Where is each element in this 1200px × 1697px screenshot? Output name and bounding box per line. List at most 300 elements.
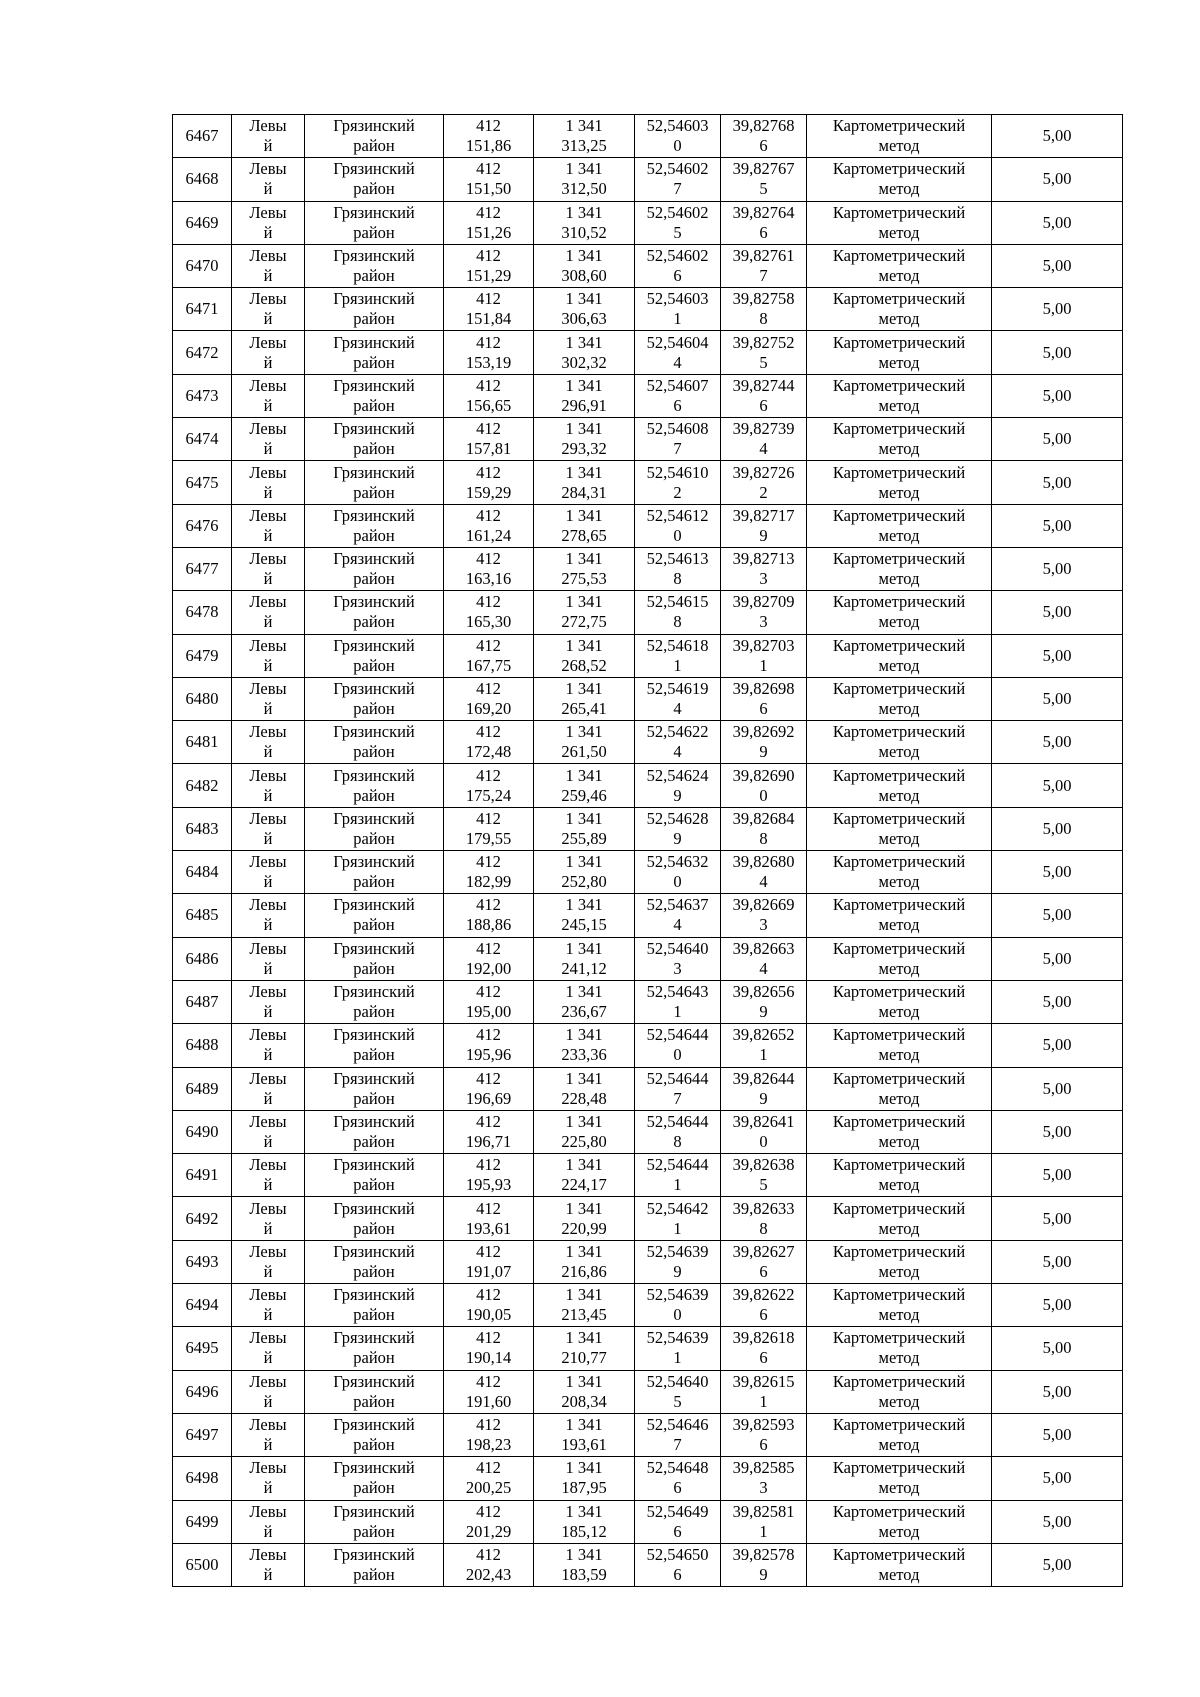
district-cell (305, 418, 444, 461)
accuracy-cell (992, 1197, 1123, 1240)
coord-x-text: 412 196,71 (465, 1111, 512, 1151)
longitude-cell (721, 547, 807, 590)
longitude-cell (721, 980, 807, 1023)
latitude-cell (635, 374, 721, 417)
point-number-cell (173, 1110, 232, 1153)
point-number-cell (173, 1543, 232, 1586)
bank-side-text: Левый (249, 1415, 287, 1455)
bank-side-text: Левый (249, 765, 287, 805)
point-number-cell (173, 1370, 232, 1413)
latitude-text: 52,546087 (646, 419, 709, 459)
table-row (173, 894, 1123, 937)
point-number-cell (173, 331, 232, 374)
latitude-cell (635, 721, 721, 764)
table-row (173, 851, 1123, 894)
coord-y-text: 1 341 259,46 (561, 765, 607, 805)
coord-y-text: 1 341 261,50 (561, 722, 607, 762)
longitude-cell (721, 1457, 807, 1500)
district-text: Грязинский район (333, 202, 415, 242)
coord-x-cell (444, 1197, 534, 1240)
coord-x-cell (444, 807, 534, 850)
coord-x-text: 412 196,69 (465, 1068, 512, 1108)
accuracy-text: 5,00 (1042, 1511, 1072, 1531)
coord-x-text: 412 151,84 (465, 289, 512, 329)
bank-side-cell (232, 1024, 305, 1067)
point-number-text: 6480 (185, 689, 219, 708)
table-row (173, 288, 1123, 331)
accuracy-text: 5,00 (1042, 602, 1072, 622)
method-cell (807, 1197, 992, 1240)
point-number-text: 6470 (185, 256, 219, 276)
coord-y-text: 1 341 185,12 (561, 1501, 607, 1541)
bank-side-cell (232, 374, 305, 417)
accuracy-text: 5,00 (1042, 1251, 1072, 1271)
table-row (173, 1413, 1123, 1456)
longitude-text: 39,827031 (732, 635, 795, 675)
table-row (173, 807, 1123, 850)
latitude-cell (635, 158, 721, 201)
point-number-text: 6477 (185, 559, 219, 579)
point-number-cell (173, 1197, 232, 1240)
longitude-cell (721, 115, 807, 158)
longitude-text: 39,827646 (732, 202, 795, 242)
coord-x-cell (444, 1543, 534, 1586)
longitude-cell (721, 851, 807, 894)
latitude-cell (635, 851, 721, 894)
longitude-text: 39,826449 (732, 1068, 795, 1108)
district-text: Грязинский район (333, 1371, 415, 1411)
latitude-text: 52,546403 (646, 938, 709, 978)
method-cell (807, 158, 992, 201)
district-text: Грязинский район (333, 938, 415, 978)
accuracy-cell (992, 1543, 1123, 1586)
bank-side-text: Левый (249, 419, 287, 459)
accuracy-cell (992, 1154, 1123, 1197)
bank-side-cell (232, 115, 305, 158)
point-number-text: 6494 (185, 1295, 219, 1315)
bank-side-cell (232, 980, 305, 1023)
bank-side-cell (232, 1413, 305, 1456)
point-number-text: 6489 (185, 1078, 219, 1098)
method-cell (807, 1154, 992, 1197)
table-row (173, 201, 1123, 244)
accuracy-text: 5,00 (1042, 775, 1072, 795)
longitude-cell (721, 677, 807, 720)
district-cell (305, 158, 444, 201)
district-cell (305, 331, 444, 374)
coord-y-text: 1 341 208,34 (561, 1371, 607, 1411)
district-cell (305, 504, 444, 547)
coord-x-cell (444, 677, 534, 720)
coord-x-cell (444, 1457, 534, 1500)
coord-x-text: 412 193,61 (465, 1198, 512, 1238)
latitude-text: 52,546441 (646, 1155, 709, 1195)
table-row (173, 504, 1123, 547)
accuracy-text: 5,00 (1042, 169, 1072, 189)
point-number-text: 6473 (185, 385, 219, 405)
district-cell (305, 634, 444, 677)
table-row (173, 1110, 1123, 1153)
bank-side-cell (232, 1154, 305, 1197)
longitude-cell (721, 1370, 807, 1413)
method-cell (807, 244, 992, 287)
coord-x-cell (444, 1154, 534, 1197)
method-cell (807, 591, 992, 634)
longitude-cell (721, 1067, 807, 1110)
longitude-cell (721, 418, 807, 461)
coord-y-text: 1 341 216,86 (561, 1241, 607, 1281)
method-cell (807, 721, 992, 764)
coord-x-cell (444, 418, 534, 461)
method-text: Картометрический метод (832, 462, 966, 502)
method-cell (807, 1543, 992, 1586)
latitude-cell (635, 677, 721, 720)
method-text: Картометрический метод (832, 1371, 966, 1411)
longitude-text: 39,827617 (732, 246, 795, 286)
method-text: Картометрический метод (832, 505, 966, 545)
coord-x-cell (444, 547, 534, 590)
coord-y-cell (534, 894, 635, 937)
method-cell (807, 764, 992, 807)
coord-y-text: 1 341 224,17 (561, 1155, 607, 1195)
bank-side-text: Левый (249, 505, 287, 545)
coord-x-text: 412 151,26 (465, 202, 512, 242)
table-row (173, 1284, 1123, 1327)
point-number-cell (173, 288, 232, 331)
accuracy-text: 5,00 (1042, 1381, 1072, 1401)
latitude-cell (635, 1500, 721, 1543)
accuracy-cell (992, 504, 1123, 547)
table-row (173, 937, 1123, 980)
bank-side-cell (232, 1500, 305, 1543)
method-cell (807, 288, 992, 331)
accuracy-text: 5,00 (1042, 126, 1072, 146)
point-number-text: 6487 (185, 992, 219, 1012)
table-row (173, 764, 1123, 807)
method-cell (807, 980, 992, 1023)
point-number-text: 6478 (185, 602, 219, 622)
coord-x-cell (444, 201, 534, 244)
bank-side-text: Левый (249, 1068, 287, 1108)
bank-side-text: Левый (249, 549, 287, 589)
coord-y-cell (534, 980, 635, 1023)
coord-x-cell (444, 851, 534, 894)
bank-side-text: Левый (249, 289, 287, 329)
longitude-cell (721, 807, 807, 850)
longitude-text: 39,827133 (732, 549, 795, 589)
coord-x-cell (444, 115, 534, 158)
coord-y-text: 1 341 310,52 (561, 202, 607, 242)
latitude-cell (635, 1370, 721, 1413)
coord-x-text: 412 159,29 (465, 462, 512, 502)
longitude-text: 39,827675 (732, 159, 795, 199)
method-cell (807, 1110, 992, 1153)
point-number-cell (173, 851, 232, 894)
latitude-text: 52,546158 (646, 592, 709, 632)
coord-y-cell (534, 591, 635, 634)
accuracy-cell (992, 1413, 1123, 1456)
method-text: Картометрический метод (832, 679, 966, 718)
longitude-text: 39,826569 (732, 982, 795, 1022)
accuracy-cell (992, 677, 1123, 720)
accuracy-text: 5,00 (1042, 1078, 1072, 1098)
table-row (173, 244, 1123, 287)
method-cell (807, 937, 992, 980)
bank-side-cell (232, 677, 305, 720)
bank-side-cell (232, 721, 305, 764)
accuracy-cell (992, 634, 1123, 677)
coord-x-text: 412 202,43 (465, 1544, 512, 1584)
district-text: Грязинский район (333, 1241, 415, 1281)
point-number-cell (173, 937, 232, 980)
longitude-text: 39,826385 (732, 1155, 795, 1195)
coord-x-text: 412 167,75 (465, 635, 512, 675)
latitude-text: 52,546431 (646, 982, 709, 1022)
coord-y-text: 1 341 296,91 (561, 375, 607, 415)
method-text: Картометрический метод (832, 938, 966, 978)
coord-x-cell (444, 1067, 534, 1110)
district-cell (305, 374, 444, 417)
longitude-cell (721, 764, 807, 807)
method-text: Картометрический метод (832, 852, 966, 892)
coord-y-cell (534, 201, 635, 244)
method-cell (807, 1284, 992, 1327)
latitude-text: 52,546194 (646, 679, 709, 718)
latitude-text: 52,546496 (646, 1501, 709, 1541)
latitude-text: 52,546448 (646, 1111, 709, 1151)
coord-y-cell (534, 244, 635, 287)
longitude-text: 39,826186 (732, 1328, 795, 1368)
district-text: Грязинский район (333, 1155, 415, 1195)
latitude-cell (635, 1327, 721, 1370)
coord-x-cell (444, 1370, 534, 1413)
table-row (173, 1327, 1123, 1370)
coord-y-text: 1 341 275,53 (561, 549, 607, 589)
table-row (173, 331, 1123, 374)
bank-side-text: Левый (249, 1501, 287, 1541)
coord-y-cell (534, 418, 635, 461)
latitude-text: 52,546026 (646, 246, 709, 286)
coord-y-cell (534, 1067, 635, 1110)
coord-y-text: 1 341 228,48 (561, 1068, 607, 1108)
accuracy-cell (992, 418, 1123, 461)
method-text: Картометрический метод (832, 1025, 966, 1065)
latitude-cell (635, 764, 721, 807)
longitude-cell (721, 1327, 807, 1370)
longitude-text: 39,826693 (732, 895, 795, 935)
point-number-text: 6474 (185, 429, 219, 449)
point-number-cell (173, 677, 232, 720)
point-number-cell (173, 1284, 232, 1327)
point-number-cell (173, 764, 232, 807)
coord-x-cell (444, 1500, 534, 1543)
coord-x-text: 412 198,23 (465, 1415, 512, 1455)
district-text: Грязинский район (333, 765, 415, 805)
table-row (173, 1370, 1123, 1413)
point-number-text: 6488 (185, 1035, 219, 1055)
latitude-text: 52,546181 (646, 635, 709, 675)
point-number-cell (173, 244, 232, 287)
accuracy-text: 5,00 (1042, 1165, 1072, 1185)
accuracy-cell (992, 807, 1123, 850)
point-number-cell (173, 807, 232, 850)
coord-x-text: 412 201,29 (465, 1501, 512, 1541)
latitude-cell (635, 634, 721, 677)
coord-y-text: 1 341 268,52 (561, 635, 607, 675)
latitude-cell (635, 807, 721, 850)
bank-side-cell (232, 1067, 305, 1110)
coord-y-cell (534, 331, 635, 374)
bank-side-text: Левый (249, 982, 287, 1022)
method-text: Картометрический метод (832, 1155, 966, 1195)
coord-x-cell (444, 980, 534, 1023)
accuracy-text: 5,00 (1042, 732, 1072, 752)
table-row (173, 158, 1123, 201)
method-cell (807, 1240, 992, 1283)
longitude-cell (721, 461, 807, 504)
coord-y-text: 1 341 255,89 (561, 808, 607, 848)
coord-x-text: 412 190,05 (465, 1285, 512, 1325)
point-number-text: 6490 (185, 1121, 219, 1141)
coord-y-cell (534, 851, 635, 894)
coord-y-text: 1 341 193,61 (561, 1415, 607, 1455)
district-cell (305, 980, 444, 1023)
bank-side-cell (232, 504, 305, 547)
accuracy-cell (992, 1024, 1123, 1067)
longitude-cell (721, 331, 807, 374)
district-text: Грязинский район (333, 289, 415, 329)
coord-x-cell (444, 591, 534, 634)
point-number-text: 6472 (185, 342, 219, 362)
latitude-cell (635, 1197, 721, 1240)
district-text: Грязинский район (333, 1198, 415, 1238)
accuracy-text: 5,00 (1042, 1554, 1072, 1574)
bank-side-text: Левый (249, 1241, 287, 1281)
latitude-text: 52,546030 (646, 116, 709, 156)
point-number-text: 6495 (185, 1338, 219, 1358)
latitude-text: 52,546031 (646, 289, 709, 329)
method-text: Картометрический метод (832, 635, 966, 675)
longitude-text: 39,826410 (732, 1111, 795, 1151)
point-number-text: 6491 (185, 1165, 219, 1185)
latitude-cell (635, 937, 721, 980)
method-text: Картометрический метод (832, 202, 966, 242)
latitude-cell (635, 591, 721, 634)
district-text: Грязинский район (333, 549, 415, 589)
point-number-cell (173, 634, 232, 677)
accuracy-cell (992, 115, 1123, 158)
coord-x-text: 412 182,99 (465, 852, 512, 892)
coord-y-cell (534, 634, 635, 677)
coord-y-cell (534, 937, 635, 980)
district-cell (305, 1284, 444, 1327)
table-row (173, 1240, 1123, 1283)
latitude-text: 52,546044 (646, 332, 709, 372)
bank-side-cell (232, 547, 305, 590)
accuracy-text: 5,00 (1042, 1208, 1072, 1228)
coord-x-cell (444, 244, 534, 287)
point-number-cell (173, 1067, 232, 1110)
method-cell (807, 504, 992, 547)
district-text: Грязинский район (333, 159, 415, 199)
method-text: Картометрический метод (832, 246, 966, 286)
coord-y-text: 1 341 313,25 (561, 116, 607, 156)
method-text: Картометрический метод (832, 419, 966, 459)
point-number-cell (173, 201, 232, 244)
latitude-text: 52,546138 (646, 549, 709, 589)
district-text: Грязинский район (333, 722, 415, 762)
latitude-text: 52,546399 (646, 1241, 709, 1281)
point-number-text: 6483 (185, 818, 219, 838)
coord-y-cell (534, 1240, 635, 1283)
method-text: Картометрический метод (832, 1241, 966, 1281)
coord-x-text: 412 161,24 (465, 505, 512, 545)
accuracy-cell (992, 244, 1123, 287)
point-number-cell (173, 374, 232, 417)
latitude-cell (635, 115, 721, 158)
district-text: Грязинский район (333, 246, 415, 286)
accuracy-text: 5,00 (1042, 559, 1072, 579)
coord-x-text: 412 190,14 (465, 1328, 512, 1368)
point-number-text: 6497 (185, 1425, 219, 1445)
bank-side-text: Левый (249, 246, 287, 286)
method-cell (807, 547, 992, 590)
district-cell (305, 461, 444, 504)
table-row (173, 1154, 1123, 1197)
longitude-text: 39,826900 (732, 765, 795, 805)
coord-x-cell (444, 634, 534, 677)
point-number-text: 6469 (185, 212, 219, 232)
coord-x-cell (444, 1240, 534, 1283)
longitude-cell (721, 158, 807, 201)
latitude-cell (635, 244, 721, 287)
table-row (173, 1067, 1123, 1110)
table-row (173, 721, 1123, 764)
latitude-cell (635, 1154, 721, 1197)
longitude-text: 39,827588 (732, 289, 795, 329)
coord-y-cell (534, 547, 635, 590)
district-text: Грязинский район (333, 635, 415, 675)
coord-x-cell (444, 158, 534, 201)
coord-y-text: 1 341 272,75 (561, 592, 607, 632)
accuracy-cell (992, 1457, 1123, 1500)
bank-side-text: Левый (249, 592, 287, 632)
method-text: Картометрический метод (832, 808, 966, 848)
latitude-text: 52,546249 (646, 765, 709, 805)
coord-x-text: 412 157,81 (465, 419, 512, 459)
longitude-cell (721, 1413, 807, 1456)
bank-side-text: Левый (249, 852, 287, 892)
accuracy-cell (992, 201, 1123, 244)
coord-y-cell (534, 374, 635, 417)
longitude-cell (721, 1197, 807, 1240)
latitude-cell (635, 1457, 721, 1500)
accuracy-text: 5,00 (1042, 948, 1072, 968)
district-cell (305, 1154, 444, 1197)
coord-x-cell (444, 1327, 534, 1370)
point-number-cell (173, 1240, 232, 1283)
point-number-cell (173, 1024, 232, 1067)
method-cell (807, 115, 992, 158)
district-text: Грязинский район (333, 1068, 415, 1108)
coord-y-cell (534, 1500, 635, 1543)
coord-x-cell (444, 331, 534, 374)
point-number-text: 6499 (185, 1511, 219, 1531)
latitude-text: 52,546076 (646, 375, 709, 415)
accuracy-text: 5,00 (1042, 429, 1072, 449)
latitude-cell (635, 547, 721, 590)
point-number-cell (173, 158, 232, 201)
